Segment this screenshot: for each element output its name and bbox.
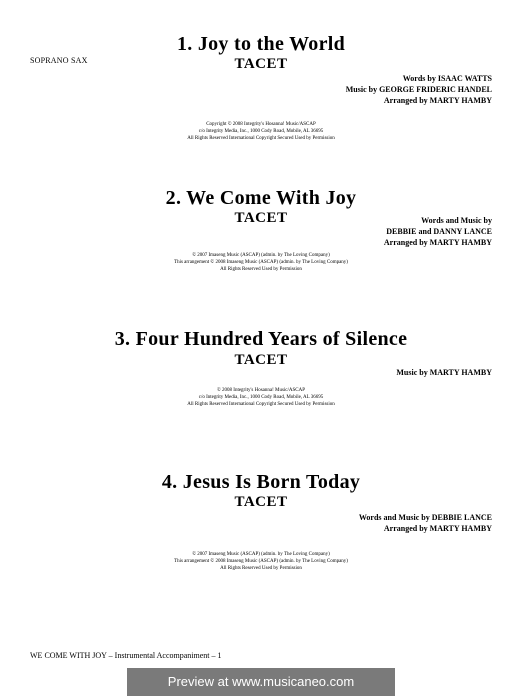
copyright-line: Copyright © 2008 Integrity's Hosanna! Music/ASCAP bbox=[206, 122, 316, 127]
copyright-line: All Rights Reserved International Copyright Secured Used by Permission bbox=[187, 402, 335, 407]
credit-line: DEBBIE and DANNY LANCE bbox=[386, 227, 492, 236]
song-credits bbox=[252, 367, 492, 378]
copyright-line: This arrangement © 2008 Imaseng Music (ASCAP) (admin. by The Loving Company) bbox=[174, 559, 348, 564]
copyright-line: All Rights Reserved International Copyright Secured Used by Permission bbox=[187, 136, 335, 141]
copyright-notice bbox=[0, 387, 522, 408]
credit-line: Music by MARTY HAMBY bbox=[396, 368, 492, 377]
copyright-notice bbox=[0, 551, 522, 572]
credit-line: Arranged by MARTY HAMBY bbox=[383, 238, 492, 247]
tacet-label: TACET bbox=[234, 56, 288, 72]
copyright-line: © 2008 Integrity's Hosanna! Music/ASCAP bbox=[216, 388, 306, 393]
copyright-line: © 2007 Imaseng Music (ASCAP) (admin. by The Loving Company) bbox=[192, 552, 330, 557]
page-footer: WE COME WITH JOY – Instrumental Accompaniment – 1 bbox=[30, 651, 222, 660]
preview-banner-link[interactable]: Preview at www.musicaneo.com bbox=[127, 668, 395, 696]
copyright-line: c/o Integrity Media, Inc., 1000 Cody Road, Mobile, AL 36695 bbox=[198, 129, 324, 134]
copyright-line: All Rights Reserved Used by Permission bbox=[220, 566, 302, 571]
song-credits bbox=[252, 215, 492, 248]
tacet-label: TACET bbox=[234, 494, 288, 510]
copyright-notice bbox=[0, 252, 522, 273]
copyright-line: © 2007 Imaseng Music (ASCAP) (admin. by The Loving Company) bbox=[192, 253, 330, 258]
song-credits bbox=[252, 73, 492, 106]
instrument-label: SOPRANO SAX bbox=[30, 56, 88, 65]
credit-line: Arranged by MARTY HAMBY bbox=[383, 524, 492, 533]
song-title: 1. Joy to the World bbox=[176, 33, 346, 55]
credit-line: Words and Music by DEBBIE LANCE bbox=[358, 513, 492, 522]
copyright-notice bbox=[0, 121, 522, 142]
copyright-line: All Rights Reserved Used by Permission bbox=[220, 267, 302, 272]
tacet-label: TACET bbox=[234, 352, 288, 368]
credit-line: Words by ISAAC WATTS bbox=[402, 74, 492, 83]
copyright-line: c/o Integrity Media, Inc., 1000 Cody Road, Mobile, AL 36695 bbox=[198, 395, 324, 400]
copyright-line: This arrangement © 2008 Imaseng Music (ASCAP) (admin. by The Loving Company) bbox=[174, 260, 348, 265]
song-title: 4. Jesus Is Born Today bbox=[161, 471, 361, 493]
song-credits bbox=[252, 512, 492, 534]
song-title: 3. Four Hundred Years of Silence bbox=[114, 328, 408, 350]
credit-line: Words and Music by bbox=[421, 216, 492, 225]
song-title: 2. We Come With Joy bbox=[165, 187, 357, 209]
credit-line: Music by GEORGE FRIDERIC HANDEL bbox=[345, 85, 492, 94]
tacet-label: TACET bbox=[234, 210, 288, 226]
credit-line: Arranged by MARTY HAMBY bbox=[383, 96, 492, 105]
